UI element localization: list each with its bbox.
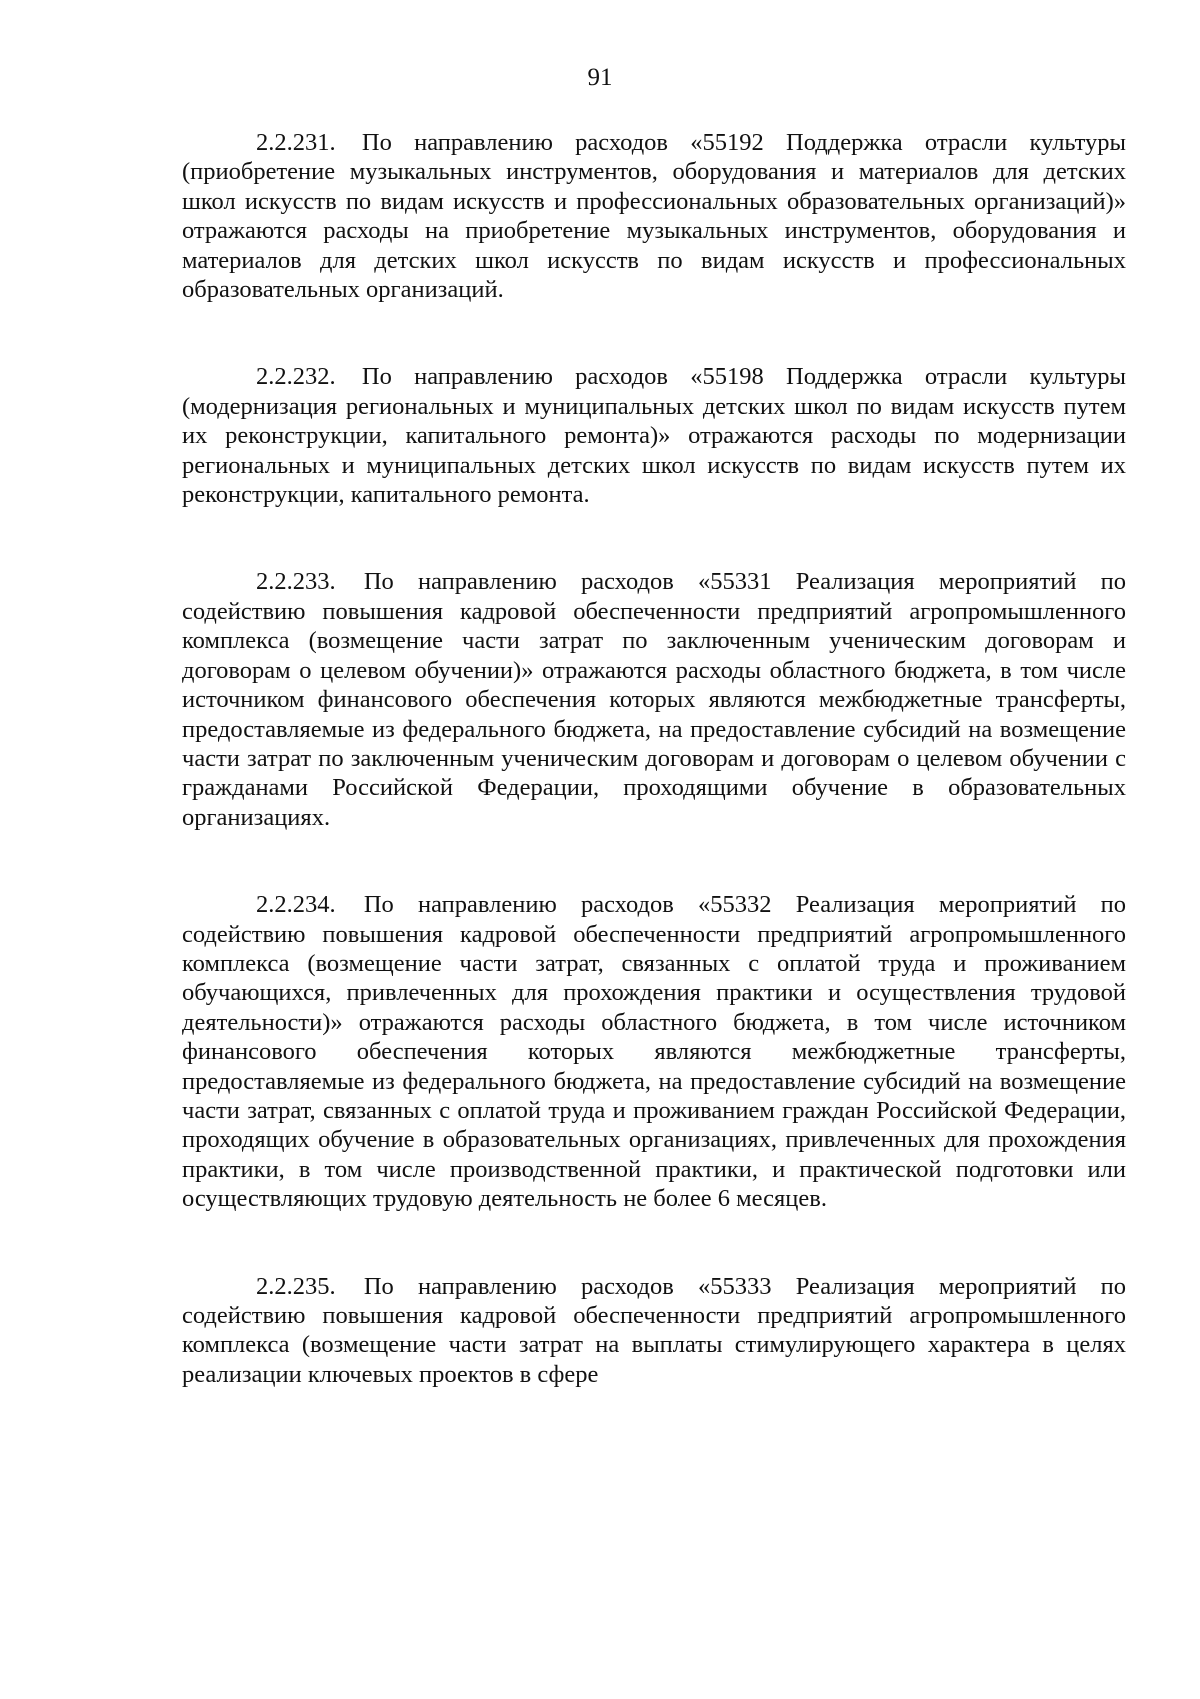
paragraph-number: 2.2.233. — [256, 568, 336, 596]
paragraph-number: 2.2.231. — [256, 129, 336, 156]
paragraph-text: По направлению расходов «55333 Реализация мероприятий по содействию повышения кадровой обеспеченности предприятий агропромышленного комплекса (возмещение части затрат на выплаты стимулирующего характера в целях реализации ключевых проектов в сфере — [182, 1272, 1127, 1388]
paragraph-2-2-234 — [182, 890, 1126, 1213]
paragraph-2-2-233 — [182, 567, 1126, 832]
paragraph-text: По направлению расходов «55198 Поддержка отрасли культуры (модернизация региональных и муниципальных детских школ по видам искусств путем их реконструкции, капитального ремонта)» отражаются расходы по модернизации региональных и муниципальных детских школ искусств по видам искусств путем их реконструкции, капитального ремонта. — [182, 363, 1127, 509]
paragraph-number: 2.2.234. — [256, 891, 336, 919]
paragraph-text: По направлению расходов «55332 Реализация мероприятий по содействию повышения кадровой обеспеченности предприятий агропромышленного комплекса (возмещение части затрат, связанных с оплатой труда и проживанием обучающихся, привлеченных для прохождения практики и осуществления трудовой деятельности)» отражаются расходы областного бюджета, в том числе источником финансового обеспечения которых являются межбюджетные трансферты, предоставляемые из федерального бюджета, на предоставление субсидий на возмещение части затрат, связанных с оплатой труда и проживанием граждан Российской Федерации, проходящих обучение в образовательных организациях, привлеченных для прохождения практики, в том числе производственной практики, и практической подготовки или осуществляющих трудовую деятельность не более 6 месяцев. — [182, 891, 1127, 1213]
page-number: 91 — [587, 64, 613, 91]
paragraph-2-2-235 — [182, 1272, 1126, 1390]
document-body — [182, 128, 1126, 1389]
paragraph-text: По направлению расходов «55331 Реализация мероприятий по содействию повышения кадровой обеспеченности предприятий агропромышленного комплекса (возмещение части затрат по заключенным ученическим договорам и договорам о целевом обучении)» отражаются расходы областного бюджета, в том числе источником финансового обеспечения которых являются межбюджетные трансферты, предоставляемые из федерального бюджета, на предоставление субсидий на возмещение части затрат по заключенным ученическим договорам и договорам о целевом обучении с гражданами Российской Федерации, проходящими обучение в образовательных организациях. — [182, 568, 1127, 831]
paragraph-2-2-232 — [182, 362, 1126, 509]
paragraph-text: По направлению расходов «55192 Поддержка отрасли культуры (приобретение музыкальных инструментов, оборудования и материалов для детских школ искусств по видам искусств и профессиональных образовательных организаций)» отражаются расходы на приобретение музыкальных инструментов, оборудования и материалов для детских школ искусств по видам искусств и профессиональных образовательных организаций. — [182, 129, 1127, 304]
paragraph-number: 2.2.232. — [256, 363, 336, 391]
paragraph-number: 2.2.235. — [256, 1272, 336, 1300]
paragraph-2-2-231 — [182, 128, 1126, 304]
